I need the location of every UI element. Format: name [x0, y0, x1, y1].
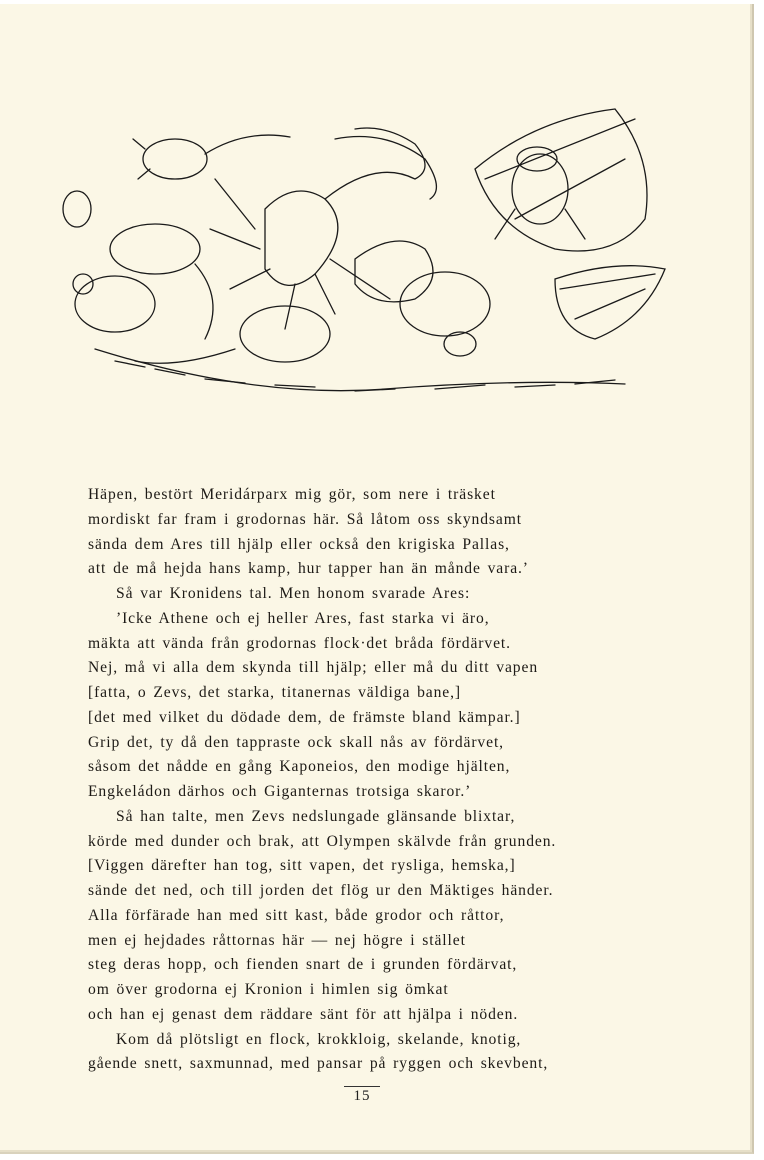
- text-line: [fatta, o Zevs, det starka, titanernas väldiga bane,]: [88, 684, 462, 701]
- text-line: gående snett, saxmunnad, med pansar på ryggen och skevbent,: [88, 1055, 549, 1073]
- text-line: Grip det, ty då den tappraste ock skall nås av fördärvet,: [88, 733, 504, 751]
- text-line: mäkta att vända från grodornas flock·det bråda fördärvet.: [88, 634, 511, 652]
- book-page: [0, 4, 754, 1154]
- text-line: Kom då plötsligt en flock, krokkloig, skelande, knotig,: [116, 1030, 522, 1048]
- text-line: [det med vilket du dödade dem, de främste bland kämpar.]: [88, 708, 521, 726]
- poem-text: [88, 483, 648, 1077]
- text-line: såsom det nådde en gång Kaponeios, den modige hjälten,: [88, 758, 511, 776]
- text-line: mordiskt far fram i grodornas här. Så låtom oss skyndsamt: [88, 510, 522, 528]
- text-line: ’Icke Athene och ej heller Ares, fast starka vi äro,: [116, 609, 490, 627]
- text-line: Så var Kronidens tal. Men honom svarade Ares:: [116, 585, 471, 602]
- text-line: Häpen, bestört Meridárparx mig gör, som nere i träsket: [88, 486, 496, 503]
- text-line: Engkeládon därhos och Giganternas trotsiga skaror.’: [88, 783, 472, 800]
- text-line: Alla förfärade han med sitt kast, både grodor och råttor,: [88, 906, 505, 924]
- text-line: [Viggen därefter han tog, sitt vapen, det rysliga, hemska,]: [88, 857, 516, 875]
- text-line: att de må hejda hans kamp, hur tapper han än månde vara.’: [88, 560, 529, 578]
- text-line: om över grodorna ej Kronion i himlen sig ömkat: [88, 981, 449, 998]
- text-line: sända dem Ares till hjälp eller också den krigiska Pallas,: [88, 535, 510, 553]
- text-line: sände det ned, och till jorden det flög ur den Mäktiges händer.: [88, 882, 554, 899]
- page-number: 15: [353, 1088, 371, 1104]
- text-line: körde med dunder och brak, att Olympen skälvde från grunden.: [88, 832, 557, 850]
- illustration-battle-scene: [55, 99, 675, 409]
- text-line: Så han talte, men Zevs nedslungade glänsande blixtar,: [116, 807, 516, 825]
- text-line: Nej, må vi alla dem skynda till hjälp; eller må du ditt vapen: [88, 659, 539, 677]
- text-line: och han ej genast dem räddare sänt för att hjälpa i nöden.: [88, 1005, 519, 1023]
- text-line: steg deras hopp, och fienden snart de i grunden fördärvat,: [88, 956, 518, 974]
- page-number-rule: [344, 1086, 380, 1087]
- text-line: men ej hejdades råttornas här — nej högre i stället: [88, 931, 466, 949]
